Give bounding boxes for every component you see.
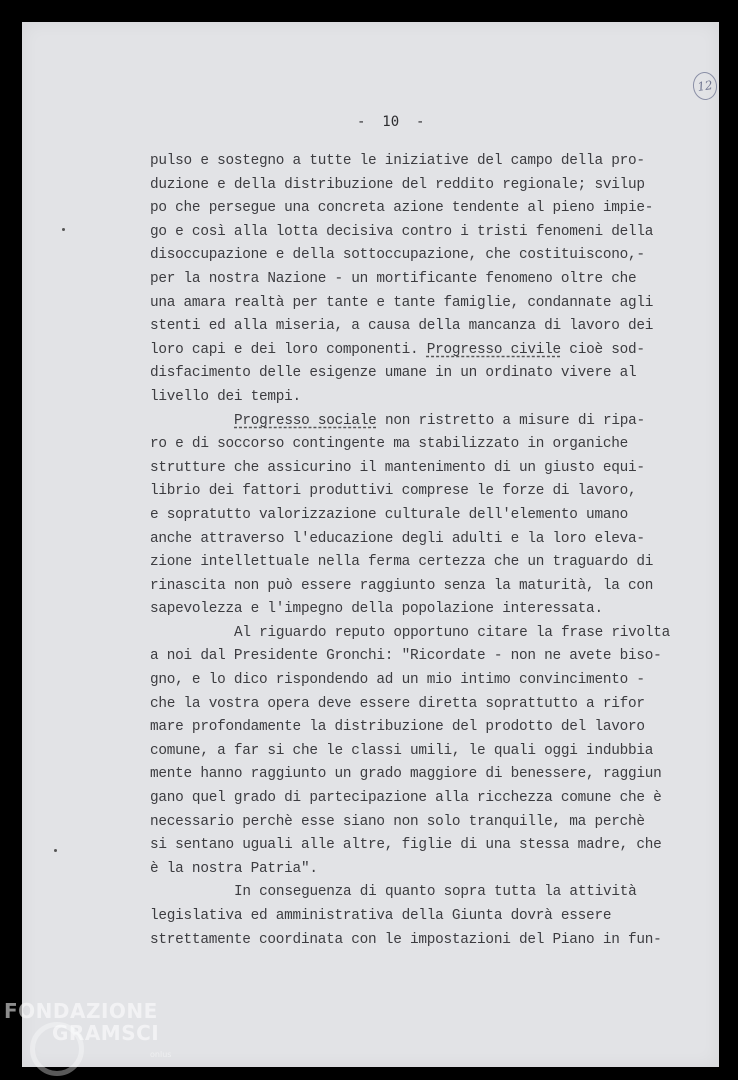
text-line: anche attraverso l'educazione degli adulti e la loro eleva- — [150, 530, 645, 547]
archive-page-mark: 12 — [691, 70, 719, 101]
text-line — [150, 410, 670, 434]
text-line: strutture che assicurino il mantenimento di un giusto equi- — [150, 459, 645, 476]
text-line: strettamente coordinata con le impostazioni del Piano in fun- — [150, 931, 662, 948]
text-line: e sopratutto valorizzazione culturale dell'elemento umano — [150, 506, 628, 523]
margin-mark — [62, 228, 65, 231]
text-line: mare profondamente la distribuzione del prodotto del lavoro — [150, 719, 645, 736]
watermark-sub: onlus — [150, 1050, 172, 1059]
text-line: gano quel grado di partecipazione alla ricchezza comune che è — [150, 790, 662, 807]
text-line: go e così alla lotta decisiva contro i tristi fenomeni della — [150, 223, 654, 240]
text-line: necessario perchè esse siano non solo tranquille, ma perchè — [150, 813, 645, 830]
text-line: zione intellettuale nella ferma certezza che un traguardo di — [150, 554, 654, 571]
text-line: librio dei fattori produttivi comprese le forze di lavoro, — [150, 483, 637, 500]
text-line: livello dei tempi. — [150, 388, 301, 405]
watermark-line2: GRAMSCI — [52, 1021, 160, 1045]
typed-text-body — [150, 150, 670, 952]
watermark-line1: FONDAZIONE — [4, 999, 158, 1023]
text-line: per la nostra Nazione - un mortificante fenomeno oltre che — [150, 270, 637, 287]
text-fragment: loro capi e dei loro componenti. — [150, 341, 427, 358]
watermark — [4, 1000, 159, 1044]
text-line: pulso e sostegno a tutte le iniziative del campo della pro- — [150, 153, 645, 169]
text-line: disoccupazione e della sottoccupazione, che costituiscono,- — [150, 247, 645, 264]
text-line: sapevolezza e l'impegno della popolazione interessata. — [150, 601, 603, 618]
text-line: che la vostra opera deve essere diretta soprattutto a rifor — [150, 695, 645, 712]
text-line: è la nostra Patria". — [150, 860, 318, 877]
text-fragment: cioè sod- — [560, 341, 645, 358]
text-line: disfacimento delle esigenze umane in un ordinato vivere al — [150, 365, 637, 382]
text-line: comune, a far si che le classi umili, le quali oggi indubbia — [150, 742, 654, 759]
text-line: In conseguenza di quanto sopra tutta la attività — [234, 884, 637, 901]
text-fragment: non ristretto a misure di ripa- — [376, 412, 645, 429]
text-line: a noi dal Presidente Gronchi: "Ricordate - non ne avete biso- — [150, 648, 662, 665]
text-line: po che persegue una concreta azione tendente al pieno impie- — [150, 200, 654, 217]
page-number: - 10 - — [357, 114, 425, 130]
text-line: ro e di soccorso contingente ma stabilizzato in organiche — [150, 436, 628, 453]
text-line: una amara realtà per tante e tante famiglie, condannate agli — [150, 294, 654, 311]
underlined-progresso-civile: Progresso civile — [426, 341, 561, 358]
text-line — [150, 339, 670, 363]
text-line: duzione e della distribuzione del reddito regionale; svilup — [150, 176, 645, 193]
text-line: si sentano uguali alle altre, figlie di una stessa madre, che — [150, 837, 662, 854]
underlined-progresso-sociale: Progresso sociale — [234, 412, 377, 429]
margin-mark — [54, 849, 57, 852]
text-line: gno, e lo dico rispondendo ad un mio intimo convincimento - — [150, 672, 645, 689]
text-line: mente hanno raggiunto un grado maggiore di benessere, raggiun — [150, 766, 662, 783]
text-line: legislativa ed amministrativa della Giunta dovrà essere — [150, 908, 612, 924]
text-line: Al riguardo reputo opportuno citare la frase rivolta — [234, 624, 671, 641]
text-line: rinascita non può essere raggiunto senza la maturità, la con — [150, 577, 654, 594]
text-line: stenti ed alla miseria, a causa della mancanza di lavoro dei — [150, 318, 654, 335]
